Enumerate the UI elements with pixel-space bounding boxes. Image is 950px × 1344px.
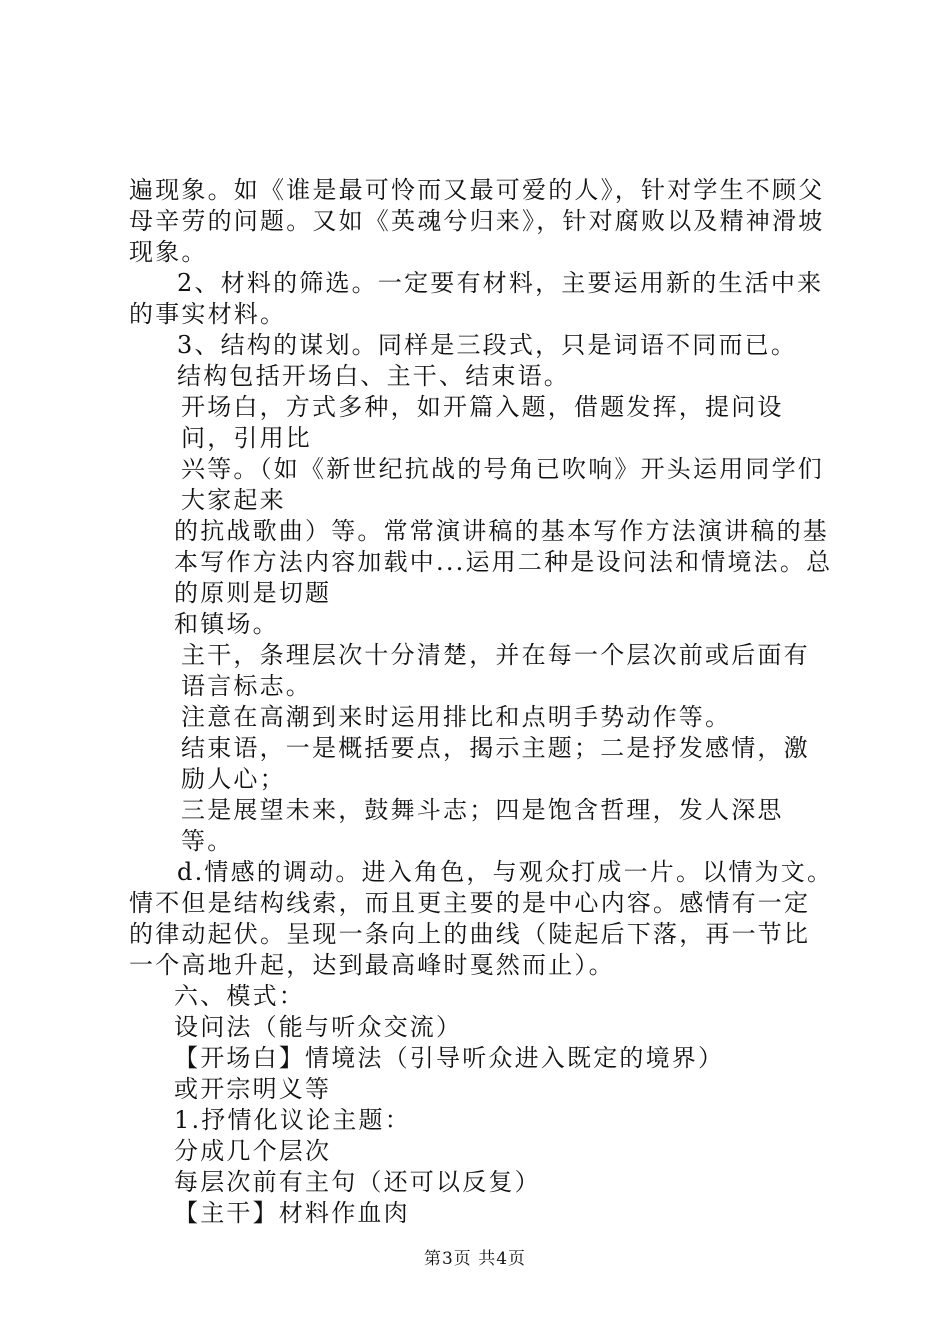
paragraph: 注意在高潮到来时运用排比和点明手势动作等。 — [181, 703, 732, 731]
paragraph — [129, 516, 834, 609]
page-number-footer: 第3页 共4页 — [423, 1249, 527, 1269]
paragraph: 每层次前有主句（还可以反复） — [174, 1168, 541, 1196]
paragraph — [129, 392, 834, 454]
paragraph: 遍现象。如《谁是最可怜而又最可爱的人》，针对学生不顾父母辛劳的问题。又如《英魂兮归来》，针对腐败以及精神滑坡现象。 — [129, 176, 825, 266]
paragraph: 三是展望未来，鼓舞斗志；四是饱含哲理，发人深思等。 — [181, 796, 784, 855]
paragraph: 六、模式： — [174, 982, 305, 1010]
paragraph — [129, 454, 834, 516]
paragraph-text: 开场白，方式多种，如开篇入题，借题发挥，提问设问，引用比 — [181, 393, 784, 452]
paragraph: 3、结构的谋划。同样是三段式，只是词语不同而已。 — [177, 331, 798, 359]
paragraph-text: 兴等。（如《新世纪抗战的号角已吹响》开头运用同学们大家起来 — [181, 455, 824, 514]
document-body — [129, 175, 834, 1229]
paragraph: 【开场白】情境法（引导听众进入既定的境界） — [174, 1044, 725, 1072]
paragraph: 主干，条理层次十分清楚，并在每一个层次前或后面有语言标志。 — [181, 641, 810, 700]
paragraph: d.情感的调动。进入角色，与观众打成一片。以情为文。情不但是结构线索，而且更主要的是中心内容。感情有一定的律动起伏。呈现一条向上的曲线（陡起后下落，再一节比一个高地升起，达到最高峰时戛然而止）。 — [129, 858, 834, 979]
paragraph-text: 的抗战歌曲）等。常常演讲稿的基本写作方法演讲稿的基本写作方法内容加载中...运用二种是设问法和情境法。总的原则是切题 — [174, 517, 833, 607]
paragraph: 分成几个层次 — [174, 1137, 332, 1165]
paragraph: 2、材料的筛选。一定要有材料，主要运用新的生活中来的事实材料。 — [129, 269, 824, 328]
paragraph: 结构包括开场白、主干、结束语。 — [177, 362, 570, 390]
paragraph: 结束语，一是概括要点，揭示主题；二是抒发感情，激励人心； — [181, 734, 810, 793]
paragraph: 或开宗明义等 — [174, 1075, 332, 1103]
paragraph: 和镇场。 — [174, 610, 279, 638]
paragraph: 1.抒情化议论主题： — [174, 1106, 411, 1134]
paragraph: 设问法（能与听众交流） — [174, 1013, 463, 1041]
paragraph: 【主干】材料作血肉 — [174, 1199, 410, 1227]
